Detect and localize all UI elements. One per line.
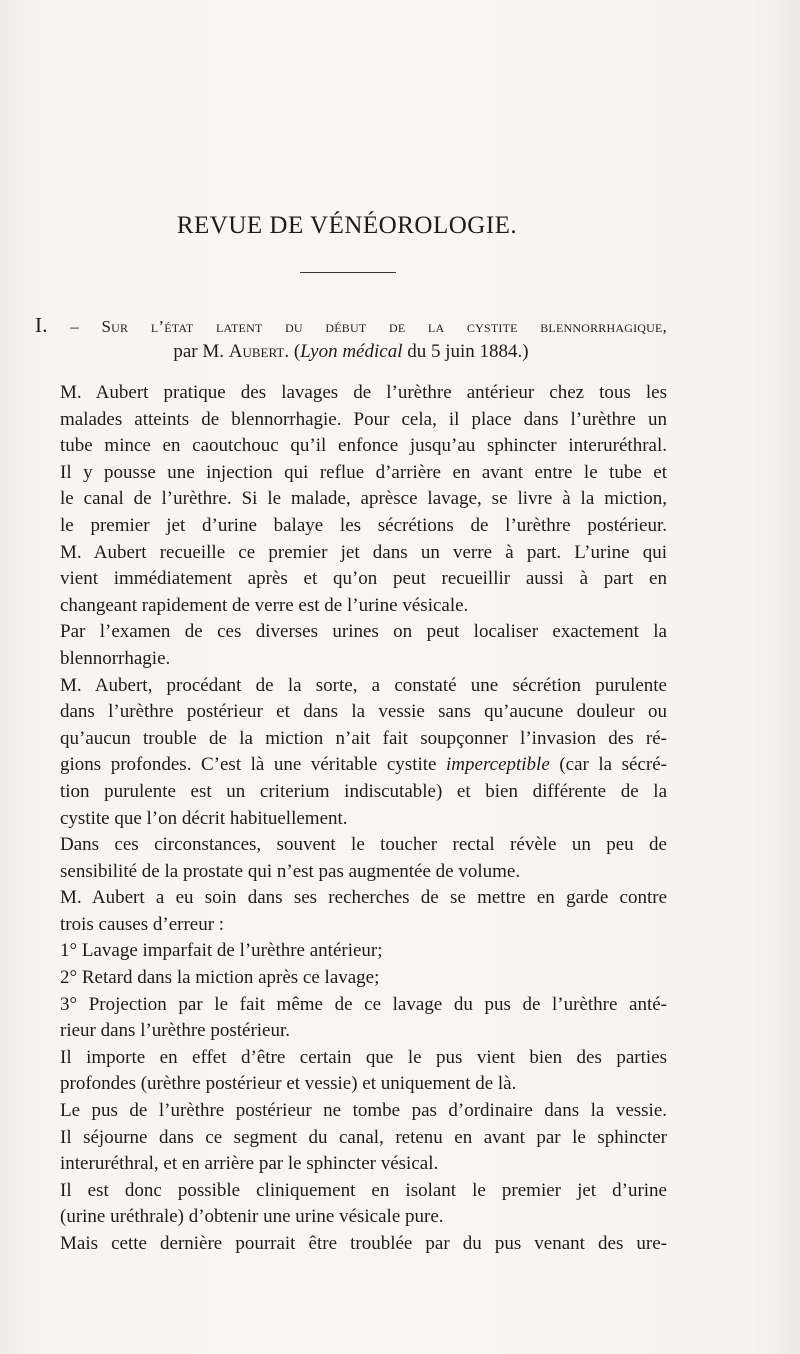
text-line: M. Aubert, procédant de la sorte, a constaté une sécrétion purulente (60, 674, 667, 696)
page-title: REVUE DE VÉNÉOROLOGIE. (176, 212, 518, 239)
paragraph (35, 380, 667, 619)
text-line: Le pus de l’urèthre postérieur ne tombe pas d’ordinaire dans la vessie. (60, 1100, 667, 1122)
title-divider (300, 272, 396, 273)
paragraph (35, 673, 667, 833)
article-author: Aubert. (228, 341, 290, 362)
text-line: 2° Retard dans la miction après ce lavage; (60, 967, 380, 989)
text-line: trois causes d’erreur : (60, 913, 225, 935)
text-line: M. Aubert pratique des lavages de l’urèthre antérieur chez tous les (60, 382, 667, 403)
article-heading (35, 313, 667, 364)
paragraph (35, 1045, 667, 1098)
text-line: sensibilité de la prostate qui n’est pas augmentée de volume. (60, 860, 521, 882)
source-date: du 5 juin 1884.) (407, 341, 529, 362)
heading-dash: – (70, 317, 79, 336)
text-segment: gions profondes. C’est là une véritable cystite (60, 754, 437, 776)
text-line: Mais cette dernière pourrait être troublée par du pus venant des ure- (60, 1233, 667, 1254)
paragraph (35, 1098, 667, 1178)
paragraph (35, 885, 667, 938)
text-line: blennorrhagie. (60, 647, 171, 669)
text-line-mixed (35, 752, 667, 779)
text-line: dans l’urèthre postérieur et dans la vessie sans qu’aucune douleur ou (60, 701, 667, 723)
paragraph (35, 619, 667, 672)
text-line: le premier jet d’urine balaye les sécrétions de l’urèthre postérieur. (60, 514, 667, 536)
text-line: profondes (urèthre postérieur et vessie) et uniquement de là. (60, 1073, 517, 1095)
list-item (35, 938, 667, 965)
text-line: 1° Lavage imparfait de l’urèthre antérieur; (60, 940, 383, 962)
text-line: malades atteints de blennorrhagie. Pour cela, il place dans l’urèthre un (60, 408, 667, 430)
text-line: cystite que l’on décrit habituellement. (60, 807, 348, 829)
text-line: vient immédiatement après et qu’on peut recueillir aussi à part en (60, 568, 667, 590)
text-line: Par l’examen de ces diverses urines on peut localiser exactement la (60, 621, 667, 643)
text-line: qu’aucun trouble de la miction n’ait fait soupçonner l’invasion des ré- (60, 727, 667, 749)
article-title: l’état latent du début de la cystite blennorrhagique, (150, 317, 667, 336)
text-line: (urine uréthrale) d’obtenir une urine vésicale pure. (60, 1206, 444, 1228)
text-line: interuréthral, et en arrière par le sphincter vésical. (60, 1153, 439, 1175)
text-line: tube mince en caoutchouc qu’il enfonce jusqu’au sphincter interuréthral. (60, 435, 667, 457)
emphasized-word: imperceptible (446, 754, 550, 776)
list-item (35, 992, 667, 1045)
article-heading-line-1 (35, 313, 667, 339)
heading-par: par M. (173, 341, 225, 362)
source-journal: Lyon médical (300, 341, 403, 362)
article-number: I. (35, 313, 48, 337)
text-line: Il importe en effet d’être certain que le pus vient bien des parties (60, 1046, 667, 1068)
paragraph (35, 832, 667, 885)
heading-sur: Sur (101, 317, 129, 336)
text-segment: (car la sécré- (559, 754, 667, 776)
text-line: changeant rapidement de verre est de l’urine vésicale. (60, 594, 469, 616)
article-heading-line-2 (35, 339, 667, 364)
list-item (35, 965, 667, 992)
text-line: tion purulente est un criterium indiscutable) et bien différente de la (60, 780, 667, 802)
text-line: Il est donc possible cliniquement en isolant le premier jet d’urine (60, 1179, 667, 1201)
text-line: Dans ces circonstances, souvent le toucher rectal révèle un peu de (60, 834, 667, 856)
paragraph (35, 1178, 667, 1231)
text-line: Il y pousse une injection qui reflue d’arrière en avant entre le tube et (60, 461, 667, 483)
text-line: le canal de l’urèthre. Si le malade, aprèsce lavage, se livre à la miction, (60, 488, 667, 510)
article-body (35, 380, 667, 1258)
paragraph (35, 1231, 667, 1258)
text-line: Il séjourne dans ce segment du canal, retenu en avant par le sphincter (60, 1126, 667, 1148)
text-line: M. Aubert recueille ce premier jet dans un verre à part. L’urine qui (60, 541, 667, 563)
text-line: rieur dans l’urèthre postérieur. (60, 1020, 291, 1042)
text-line: M. Aubert a eu soin dans ses recherches de se mettre en garde contre (60, 887, 667, 909)
source-open-paren: ( (293, 341, 301, 362)
text-line: 3° Projection par le fait même de ce lavage du pus de l’urèthre anté- (60, 993, 667, 1015)
